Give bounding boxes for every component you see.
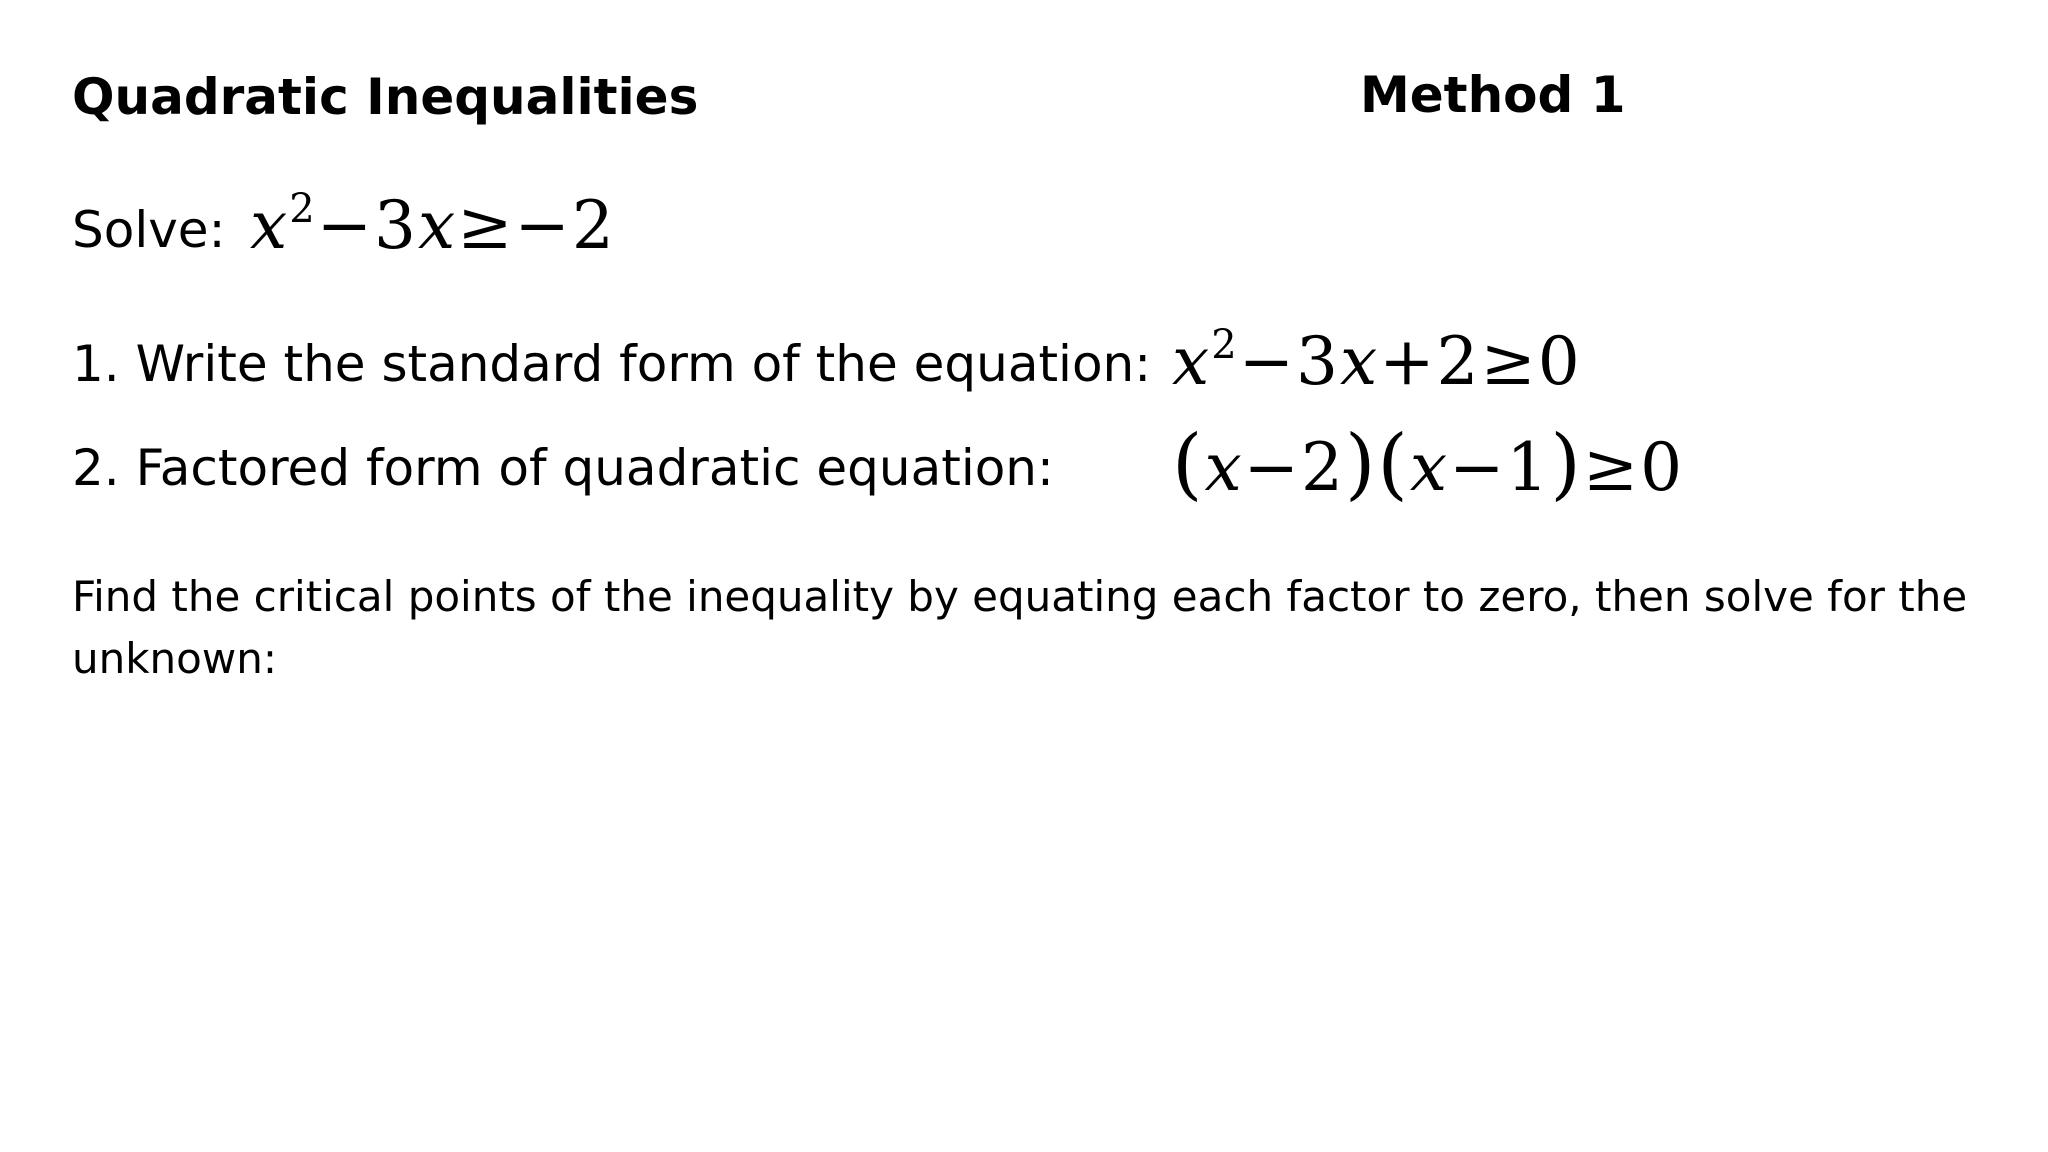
factor1-const: −2: [1243, 429, 1345, 506]
solve-var-2: x: [417, 187, 458, 264]
instruction-line-1: Find the critical points of the inequality by equating each factor to zero, then solve for the: [72, 572, 1968, 621]
step2-label: 2. Factored form of quadratic equation:: [72, 439, 1054, 497]
step2-tail: ≥0: [1582, 429, 1685, 506]
instruction-line-2: unknown:: [72, 634, 277, 683]
solve-label: Solve:: [72, 201, 226, 259]
factor2-const: −1: [1449, 429, 1551, 506]
step1-var: x: [1172, 323, 1212, 400]
factor1-var: x: [1204, 429, 1244, 506]
paren-open-1: (: [1172, 419, 1205, 509]
solve-term: −3: [316, 187, 418, 264]
paren-close-2: ): [1550, 419, 1583, 509]
solve-var: x: [250, 187, 290, 264]
step1-term: −3: [1238, 323, 1340, 400]
paren-close-1: ): [1344, 419, 1378, 509]
slide-title: Quadratic Inequalities: [72, 68, 699, 126]
step1-exponent: 2: [1211, 322, 1239, 368]
method-label: Method 1: [1360, 66, 1626, 124]
step1-label: 1. Write the standard form of the equation:: [72, 335, 1152, 393]
step1-tail: +2≥0: [1379, 323, 1582, 400]
standard-form-equation: [1172, 322, 1582, 402]
step1-var-2: x: [1339, 323, 1380, 400]
solve-tail: ≥−2: [457, 187, 616, 264]
solve-exponent: 2: [289, 186, 317, 232]
instruction-text: [72, 566, 1972, 690]
factored-form-equation: [1172, 419, 1685, 509]
paren-open-2: (: [1377, 419, 1410, 509]
factor2-var: x: [1409, 429, 1450, 506]
solve-inequality: [250, 186, 616, 266]
